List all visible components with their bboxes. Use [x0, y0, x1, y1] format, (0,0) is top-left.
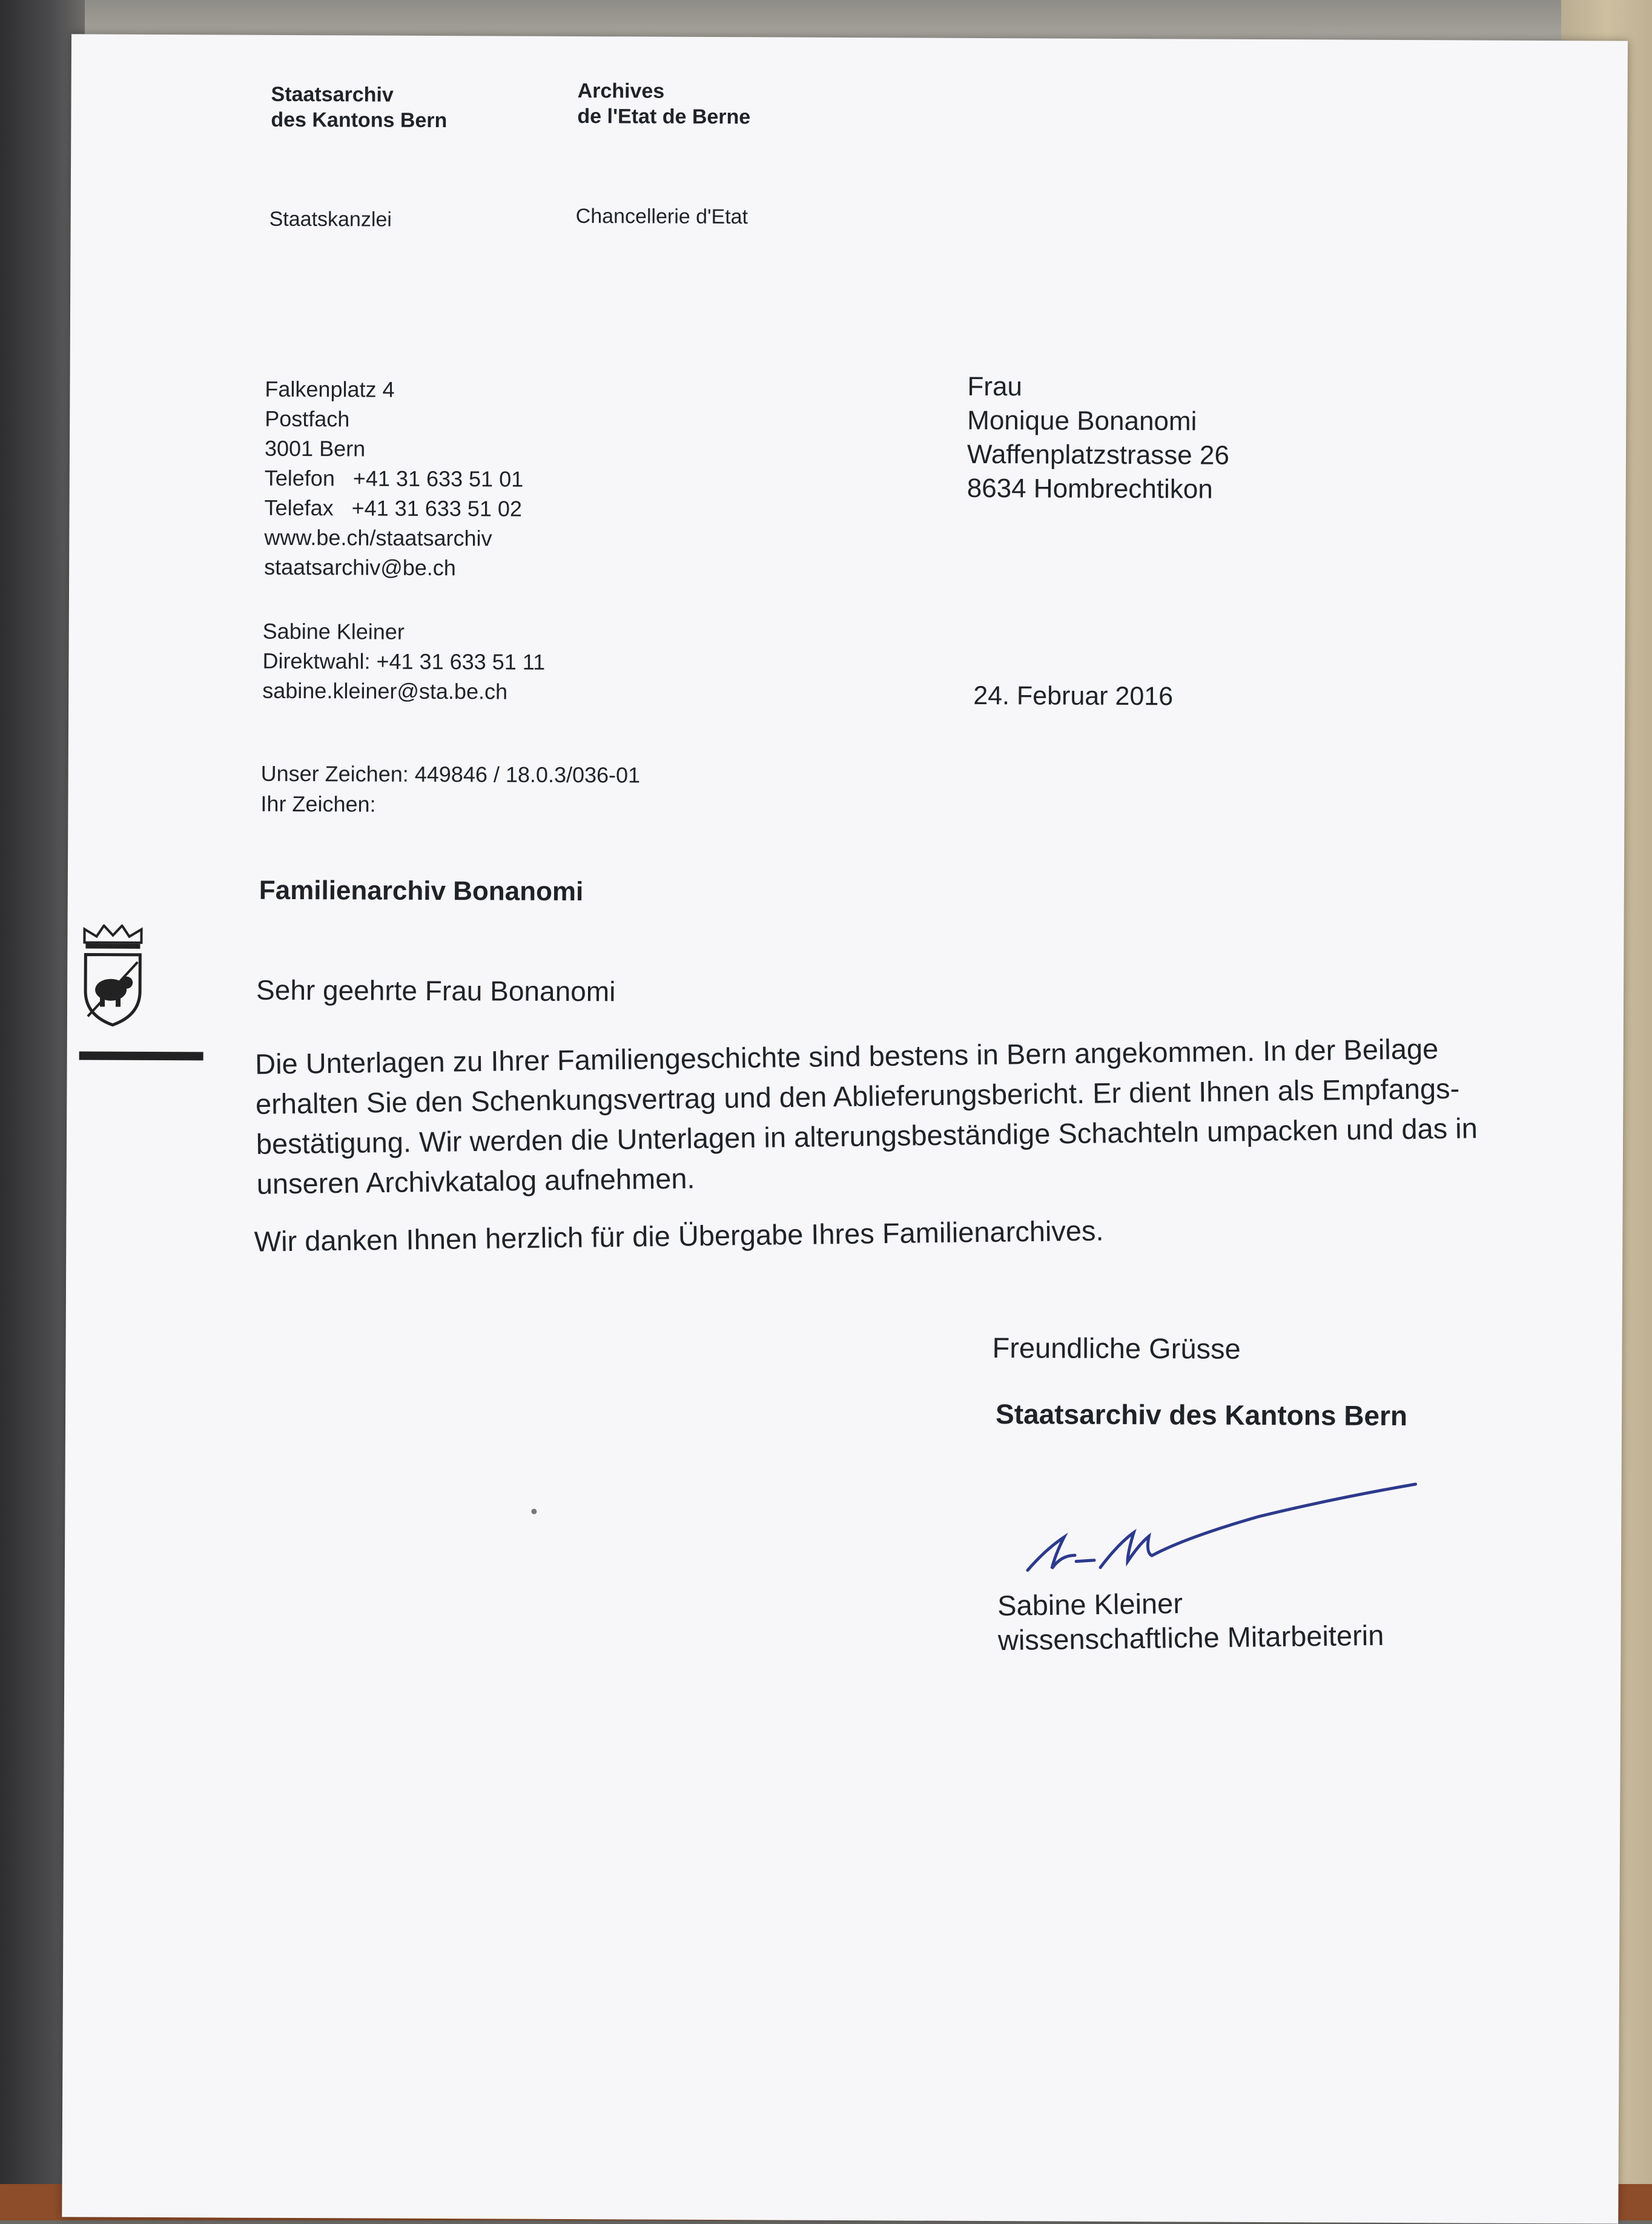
org-name-fr-line2: de l'Etat de Berne	[577, 105, 751, 129]
contact-block	[262, 616, 545, 707]
dept-de: Staatskanzlei	[269, 207, 392, 231]
sender-fax: Telefax +41 31 633 51 02	[264, 495, 523, 521]
letter-page	[62, 34, 1628, 2223]
recipient-city: 8634 Hombrechtikon	[966, 473, 1213, 504]
letter-subject: Familienarchiv Bonanomi	[259, 875, 584, 907]
sender-address	[264, 374, 524, 583]
body-line: Die Unterlagen zu Ihrer Familiengeschichte sind bestens in Bern angekommen. In der Beilage	[254, 1032, 1439, 1080]
contact-email: sabine.kleiner@sta.be.ch	[262, 678, 508, 704]
thanks-line: Wir danken Ihnen herzlich für die Übergabe Ihres Familienarchives.	[254, 1214, 1104, 1258]
contact-direct-dial: Direktwahl: +41 31 633 51 11	[262, 648, 546, 675]
reference-block	[260, 759, 640, 821]
sender-street: Falkenplatz 4	[265, 376, 395, 402]
reference-yours: Ihr Zeichen:	[260, 791, 376, 817]
signer-name: Sabine Kleiner	[997, 1587, 1183, 1622]
body-line: bestätigung. Wir werden die Unterlagen in alterungsbeständige Schachteln umpacken und das in	[256, 1112, 1478, 1160]
paper-speck	[531, 1509, 537, 1514]
recipient-name: Monique Bonanomi	[967, 405, 1197, 437]
sender-web: www.be.ch/staatsarchiv	[264, 524, 492, 551]
body-paragraph	[255, 1028, 1535, 1204]
sender-phone: Telefon +41 31 633 51 01	[264, 465, 524, 492]
org-name-de-line1: Staatsarchiv	[271, 82, 394, 107]
dept-fr: Chancellerie d'Etat	[575, 205, 748, 229]
recipient-title: Frau	[967, 371, 1023, 402]
contact-name: Sabine Kleiner	[262, 618, 405, 644]
sender-city: 3001 Bern	[264, 435, 366, 461]
body-line: unseren Archivkatalog aufnehmen.	[256, 1162, 695, 1200]
fold-mark-rule	[79, 1051, 203, 1060]
sender-postbox: Postfach	[265, 406, 350, 432]
signer-block	[997, 1583, 1384, 1657]
body-line: erhalten Sie den Schenkungsvertrag und den Ablieferungsbericht. Er dient Ihnen als Empfangs-	[255, 1072, 1460, 1120]
org-name-de-line2: des Kantons Bern	[271, 108, 448, 133]
recipient-street: Waffenplatzstrasse 26	[966, 439, 1229, 470]
bern-coat-of-arms-icon	[79, 924, 147, 1027]
sender-email: staatsarchiv@be.ch	[264, 554, 456, 581]
letter-date: 24. Februar 2016	[973, 681, 1174, 711]
org-name-fr-line1: Archives	[577, 79, 665, 103]
recipient-address	[967, 370, 1230, 507]
salutation: Sehr geehrte Frau Bonanomi	[256, 974, 616, 1008]
closing-greeting: Freundliche Grüsse	[992, 1331, 1241, 1365]
closing-organization: Staatsarchiv des Kantons Bern	[995, 1398, 1408, 1432]
reference-ours: Unser Zeichen: 449846 / 18.0.3/036-01	[260, 761, 641, 788]
signer-title: wissenschaftliche Mitarbeiterin	[997, 1619, 1384, 1657]
